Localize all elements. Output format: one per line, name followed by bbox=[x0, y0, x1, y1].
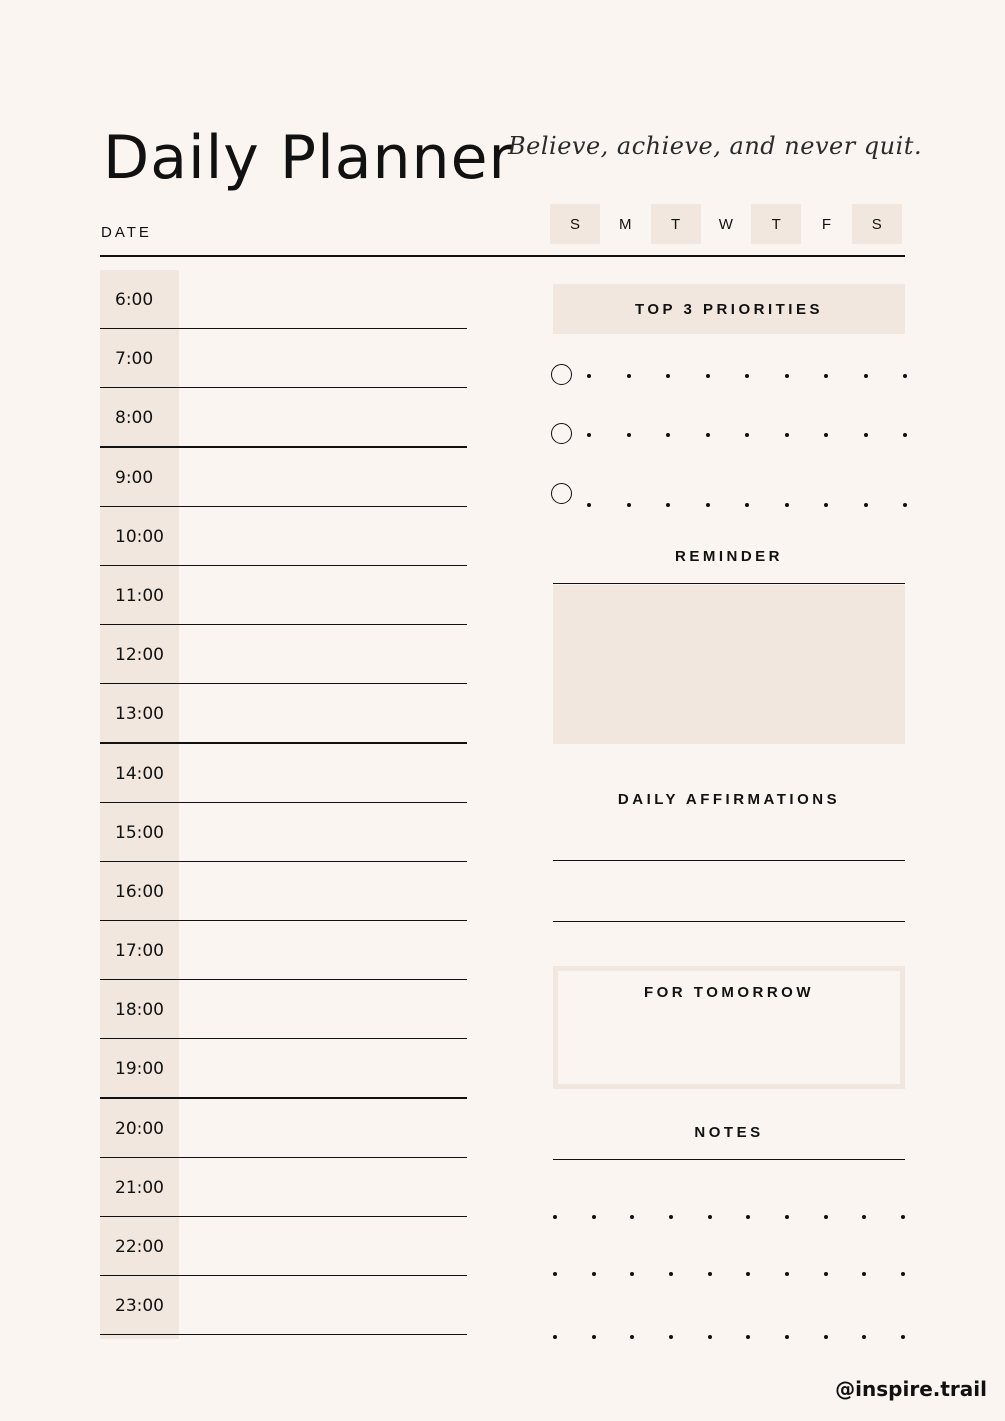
priorities-label: TOP 3 PRIORITIES bbox=[635, 300, 823, 318]
day-wednesday[interactable]: W bbox=[718, 215, 733, 233]
time-slot[interactable] bbox=[100, 1039, 467, 1098]
time-slot[interactable] bbox=[100, 684, 467, 743]
time-label: 9:00 bbox=[115, 467, 154, 488]
checkbox-circle-icon[interactable] bbox=[551, 483, 572, 504]
time-label: 11:00 bbox=[115, 585, 164, 606]
time-slot[interactable] bbox=[100, 329, 467, 388]
time-slot[interactable] bbox=[100, 507, 467, 566]
time-label: 8:00 bbox=[115, 408, 154, 429]
day-friday[interactable]: F bbox=[821, 215, 832, 233]
time-slot[interactable] bbox=[100, 1099, 467, 1158]
time-label: 7:00 bbox=[115, 349, 154, 370]
time-label: 17:00 bbox=[115, 941, 164, 962]
time-slot[interactable] bbox=[100, 921, 467, 980]
dotted-line bbox=[587, 374, 907, 378]
time-label: 13:00 bbox=[115, 704, 164, 725]
day-monday[interactable]: M bbox=[619, 215, 632, 233]
affirmation-line-1[interactable] bbox=[553, 860, 905, 861]
priority-item-2[interactable] bbox=[551, 423, 907, 449]
checkbox-circle-icon[interactable] bbox=[551, 423, 572, 444]
time-label: 6:00 bbox=[115, 290, 154, 310]
time-slot[interactable] bbox=[100, 980, 467, 1039]
reminder-box[interactable] bbox=[553, 585, 905, 744]
time-label: 12:00 bbox=[115, 645, 164, 666]
dotted-line bbox=[587, 503, 907, 507]
time-label: 16:00 bbox=[115, 881, 164, 902]
notes-dotted-line[interactable] bbox=[553, 1215, 905, 1219]
priority-item-1[interactable] bbox=[551, 364, 907, 390]
weekday-selector bbox=[550, 204, 902, 244]
time-label: 14:00 bbox=[115, 763, 164, 784]
time-slot[interactable] bbox=[100, 744, 467, 803]
time-label: 23:00 bbox=[115, 1296, 164, 1317]
priority-item-3[interactable] bbox=[551, 483, 907, 509]
notes-rule bbox=[553, 1159, 905, 1160]
time-slot[interactable] bbox=[100, 388, 467, 447]
time-slot[interactable] bbox=[100, 1276, 467, 1335]
hourly-schedule bbox=[100, 270, 467, 1335]
time-label: 22:00 bbox=[115, 1237, 164, 1257]
date-label: DATE bbox=[101, 224, 152, 241]
page-title: Daily Planner bbox=[103, 123, 515, 193]
day-tuesday[interactable]: T bbox=[651, 204, 701, 244]
time-label: 19:00 bbox=[115, 1059, 164, 1080]
day-saturday[interactable]: S bbox=[852, 204, 902, 244]
time-label: 20:00 bbox=[115, 1118, 164, 1139]
day-sunday[interactable]: S bbox=[550, 204, 600, 244]
affirmation-line-2[interactable] bbox=[553, 921, 905, 922]
time-slot[interactable] bbox=[100, 1158, 467, 1217]
reminder-label: REMINDER bbox=[674, 548, 783, 565]
time-label: 21:00 bbox=[115, 1177, 164, 1198]
notes-label: NOTES bbox=[694, 1124, 764, 1141]
time-slot[interactable] bbox=[100, 862, 467, 921]
time-slot[interactable] bbox=[100, 625, 467, 684]
priorities-header bbox=[553, 284, 905, 334]
dotted-line bbox=[587, 433, 907, 437]
affirmations-label: DAILY AFFIRMATIONS bbox=[617, 791, 841, 808]
time-slot[interactable] bbox=[100, 803, 467, 862]
creator-handle: @inspire.trail bbox=[835, 1377, 987, 1401]
day-thursday[interactable]: T bbox=[751, 204, 801, 244]
time-slot[interactable] bbox=[100, 1217, 467, 1276]
time-label: 10:00 bbox=[115, 526, 164, 547]
tomorrow-label: FOR TOMORROW bbox=[643, 984, 815, 1001]
time-label: 15:00 bbox=[115, 822, 164, 843]
time-slot[interactable] bbox=[100, 270, 467, 329]
motivational-quote: Believe, achieve, and never quit. bbox=[508, 132, 923, 160]
header-divider bbox=[100, 255, 905, 257]
time-slot[interactable] bbox=[100, 448, 467, 507]
time-slot[interactable] bbox=[100, 566, 467, 625]
checkbox-circle-icon[interactable] bbox=[551, 364, 572, 385]
notes-dotted-line[interactable] bbox=[553, 1335, 905, 1339]
notes-dotted-line[interactable] bbox=[553, 1272, 905, 1276]
time-label: 18:00 bbox=[115, 1000, 164, 1021]
write-line bbox=[100, 1334, 467, 1335]
